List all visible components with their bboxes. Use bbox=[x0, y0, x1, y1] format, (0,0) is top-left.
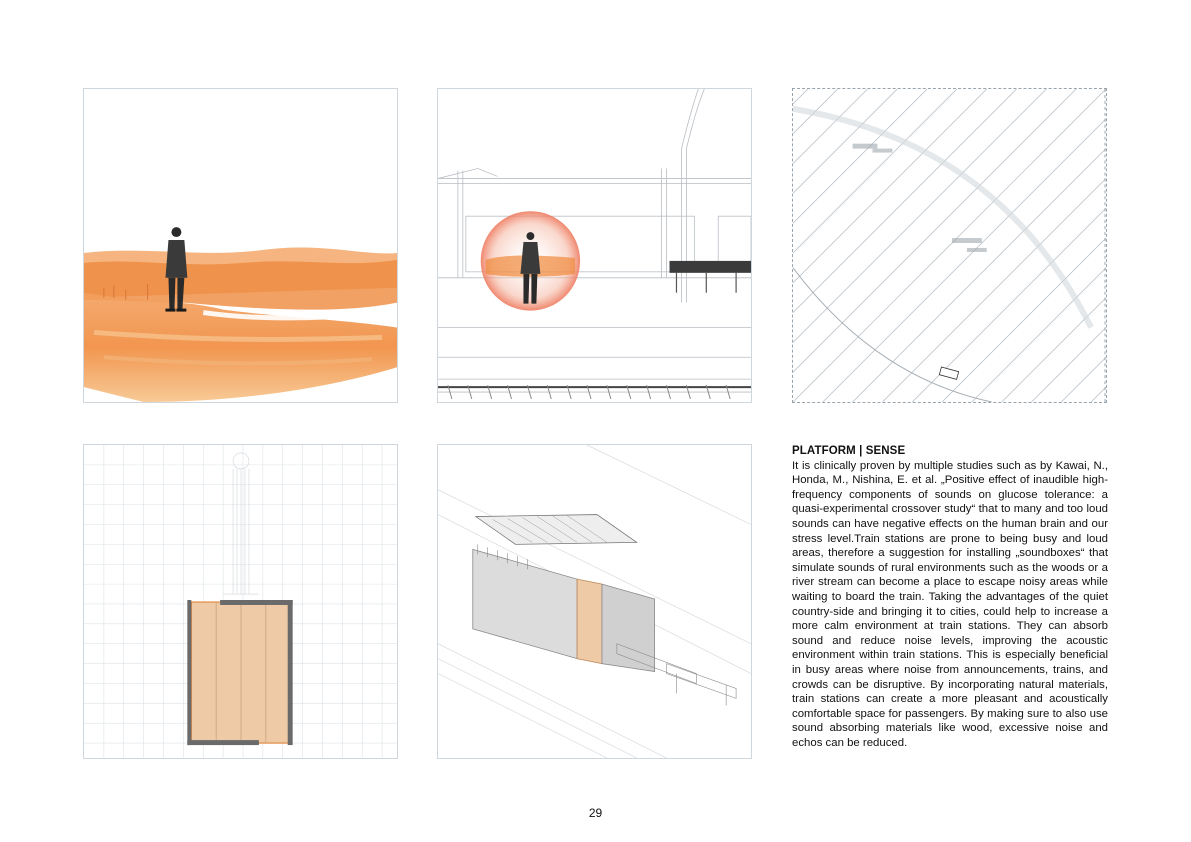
illustration-countryside bbox=[83, 88, 398, 403]
illustration-hatched-plan bbox=[792, 88, 1107, 403]
axonometric-drawing bbox=[438, 445, 751, 758]
illustration-axonometric bbox=[437, 444, 752, 759]
text-section bbox=[792, 444, 1108, 750]
section-title: PLATFORM | SENSE bbox=[792, 445, 906, 457]
floor-plan-drawing bbox=[84, 445, 397, 758]
platform-drawing bbox=[438, 89, 751, 402]
illustration-floor-plan bbox=[83, 444, 398, 759]
illustration-platform-bubble bbox=[437, 88, 752, 403]
section-body: It is clinically proven by multiple studies such as by Kawai, N., Honda, M., Nishina, E. et al. „Positive effect of inaudible high-frequency components of sounds on glucose tolerance: a quasi-experimental crossover study“ that to many and too loud sounds can have negative effects on the human brain and our stress level.Train stations are prone to being busy and loud areas, therefore a suggestion for installing „soundboxes“ that simulate sounds of rural environments such as the woods or a river stream can become a place to escape noisy areas while waiting to board the train. Taking the advantages of the quiet country-side and bringing it to cities, could help to increase a more calm environment at train stations. They can absorb sound and reduce noise levels, improving the acoustic environment within train stations. This is especially beneficial in busy areas where noise from announcements, trains, and crowds can be disruptive. By incorporating natural materials, train stations can create a more pleasant and acoustically comfortable space for passengers. By making sure to also use sound absorbing materials like wood, excessive noise and echos can be reduced. bbox=[792, 459, 1108, 749]
countryside-drawing bbox=[84, 89, 397, 402]
hatch-drawing bbox=[793, 89, 1106, 402]
page-number: 29 bbox=[588, 806, 603, 820]
